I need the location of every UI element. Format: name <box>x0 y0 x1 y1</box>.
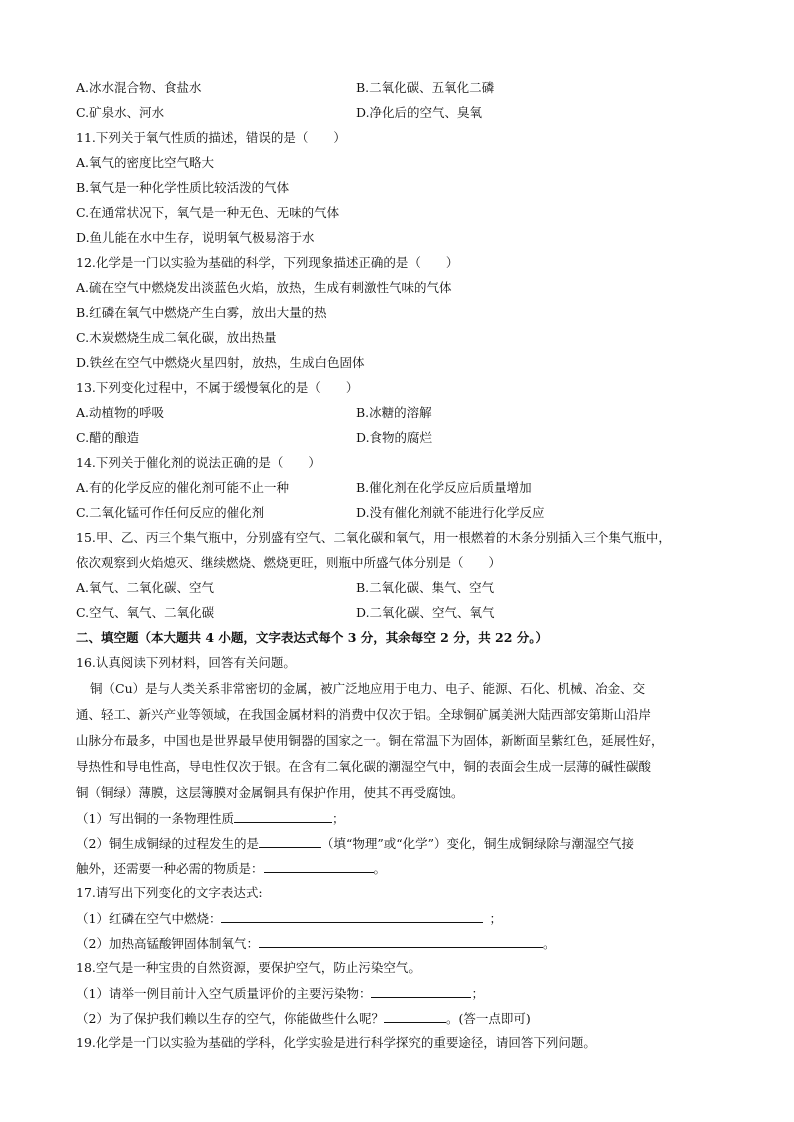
q16-s2-line2-end: 。 <box>373 861 387 876</box>
q13-option-b: B.冰糖的溶解 <box>356 405 432 420</box>
q17-s1-answer-blank[interactable] <box>221 909 483 923</box>
q14-option-d: D.没有催化剂就不能进行化学反应 <box>356 505 545 520</box>
q16-passage-line2: 通、轻工、新兴产业等领域，在我国金属材料的消费中仅次于铝。全球铜矿属美洲大陆西部安第斯山沿岸 <box>76 707 652 722</box>
q13-option-c: C.醋的酿造 <box>76 430 140 445</box>
q18-s1-answer-blank[interactable] <box>371 984 471 998</box>
q18-subquestion-2 <box>76 1009 531 1028</box>
q11-stem: 11.下列关于氧气性质的描述，错误的是（ ） <box>76 130 346 145</box>
q11-option-c: C.在通常状况下，氧气是一种无色、无味的气体 <box>76 205 340 220</box>
q10-option-d: D.净化后的空气、臭氧 <box>356 105 483 120</box>
q17-s2-end: 。 <box>542 936 556 951</box>
q16-s2-answer-blank[interactable] <box>259 834 321 848</box>
q16-s1-end: ； <box>331 811 345 826</box>
q10-option-b: B.二氧化碳、五氧化二磷 <box>356 80 495 95</box>
section-heading: 二、填空题（本大题共 4 小题，文字表达式每个 3 分，其余每空 2 分，共 22 分。） <box>76 630 549 645</box>
q10-option-a: A.冰水混合物、食盐水 <box>76 80 202 95</box>
q19-stem: 19.化学是一门以实验为基础的学科，化学实验是进行科学探究的重要途径，请回答下列问题。 <box>76 1035 596 1050</box>
q13-option-d: D.食物的腐烂 <box>356 430 433 445</box>
q14-option-b: B.催化剂在化学反应后质量增加 <box>356 480 532 495</box>
q13-stem: 13.下列变化过程中，不属于缓慢氧化的是（ ） <box>76 380 359 395</box>
q16-passage-line3: 山脉分布最多，中国也是世界最早使用铜器的国家之一。铜在常温下为固体，新断面呈紫红色，延展性好， <box>76 733 664 748</box>
q15-option-a: A.氧气、二氧化碳、空气 <box>76 580 215 595</box>
q12-stem: 12.化学是一门以实验为基础的科学，下列现象描述正确的是（ ） <box>76 255 459 270</box>
q16-passage-line5: 铜（铜绿）薄膜，这层簿膜对金属铜具有保护作用，使其不再受腐蚀。 <box>76 785 464 800</box>
q18-s1-end: ； <box>471 986 484 1001</box>
q17-s2-text: （2）加热高锰酸钾固体制氧气： <box>76 936 259 951</box>
q16-passage-line4: 导热性和导电性高，导电性仅次于银。在含有二氧化碳的潮湿空气中，铜的表面会生成一层薄的碱性碳酸 <box>76 759 652 774</box>
q13-option-a: A.动植物的呼吸 <box>76 405 165 420</box>
q16-s2-text: （2）铜生成铜绿的过程发生的是 <box>76 836 259 851</box>
q12-option-c: C.木炭燃烧生成二氧化碳，放出热量 <box>76 330 277 345</box>
q12-option-a: A.硫在空气中燃烧发出淡蓝色火焰，放热，生成有刺激性气味的气体 <box>76 280 452 295</box>
q15-stem-line2: 依次观察到火焰熄灭、继续燃烧、燃烧更旺，则瓶中所盛气体分别是（ ） <box>76 555 502 570</box>
q18-subquestion-1 <box>76 984 484 1003</box>
q16-s1-text: （1）写出铜的一条物理性质 <box>76 811 234 826</box>
q16-subquestion-2-cont <box>76 859 386 878</box>
q16-subquestion-1 <box>76 809 344 828</box>
q16-s2-second-blank[interactable] <box>264 859 374 873</box>
q16-subquestion-2 <box>76 834 634 853</box>
q15-option-b: B.二氧化碳、集气、空气 <box>356 580 495 595</box>
q16-s1-answer-blank[interactable] <box>234 809 332 823</box>
q17-s1-text: （1）红磷在空气中燃烧： <box>76 911 222 926</box>
q15-stem-line1: 15.甲、乙、丙三个集气瓶中，分别盛有空气、二氧化碳和氧气，用一根燃着的木条分别插入三个集气瓶中， <box>76 530 671 545</box>
q15-option-d: D.二氧化碳、空气、氧气 <box>356 605 495 620</box>
q14-option-c: C.二氧化锰可作任何反应的催化剂 <box>76 505 265 520</box>
q11-option-d: D.鱼儿能在水中生存，说明氧气极易溶于水 <box>76 230 315 245</box>
q18-s2-text: （2）为了保护我们赖以生存的空气，你能做些什么呢？ <box>76 1011 384 1026</box>
q17-subquestion-1 <box>76 909 502 928</box>
q17-subquestion-2 <box>76 934 555 953</box>
q17-stem: 17.请写出下列变化的文字表达式: <box>76 885 263 900</box>
q10-option-c: C.矿泉水、河水 <box>76 105 165 120</box>
q12-option-b: B.红磷在氧气中燃烧产生白雾，放出大量的热 <box>76 305 327 320</box>
q18-s2-answer-blank[interactable] <box>384 1009 446 1023</box>
q14-option-a: A.有的化学反应的催化剂可能不止一种 <box>76 480 290 495</box>
q17-s2-answer-blank[interactable] <box>259 934 543 948</box>
q17-s1-end: ； <box>489 911 502 926</box>
q16-s2-line2-text: 触外，还需要一种必需的物质是： <box>76 861 264 876</box>
q14-stem: 14.下列关于催化剂的说法正确的是（ ） <box>76 455 321 470</box>
q18-s1-text: （1）请举一例目前计入空气质量评价的主要污染物： <box>76 986 372 1001</box>
q11-option-b: B.氧气是一种化学性质比较活泼的气体 <box>76 180 290 195</box>
q16-passage-line1: 铜（Cu）是与人类关系非常密切的金属，被广泛地应用于电力、电子、能源、石化、机械、冶金、交 <box>90 681 646 696</box>
q15-option-c: C.空气、氧气、二氧化碳 <box>76 605 215 620</box>
q16-stem: 16.认真阅读下列材料，回答有关问题。 <box>76 655 296 670</box>
q18-s2-end: 。(答一点即可) <box>445 1011 531 1026</box>
q16-s2-mid: （填“物理”或“化学”）变化，铜生成铜绿除与潮湿空气接 <box>320 836 635 851</box>
q18-stem: 18.空气是一种宝贵的自然资源，要保护空气，防止污染空气。 <box>76 960 421 975</box>
q12-option-d: D.铁丝在空气中燃烧火星四射，放热，生成白色固体 <box>76 355 365 370</box>
q11-option-a: A.氧气的密度比空气略大 <box>76 155 215 170</box>
